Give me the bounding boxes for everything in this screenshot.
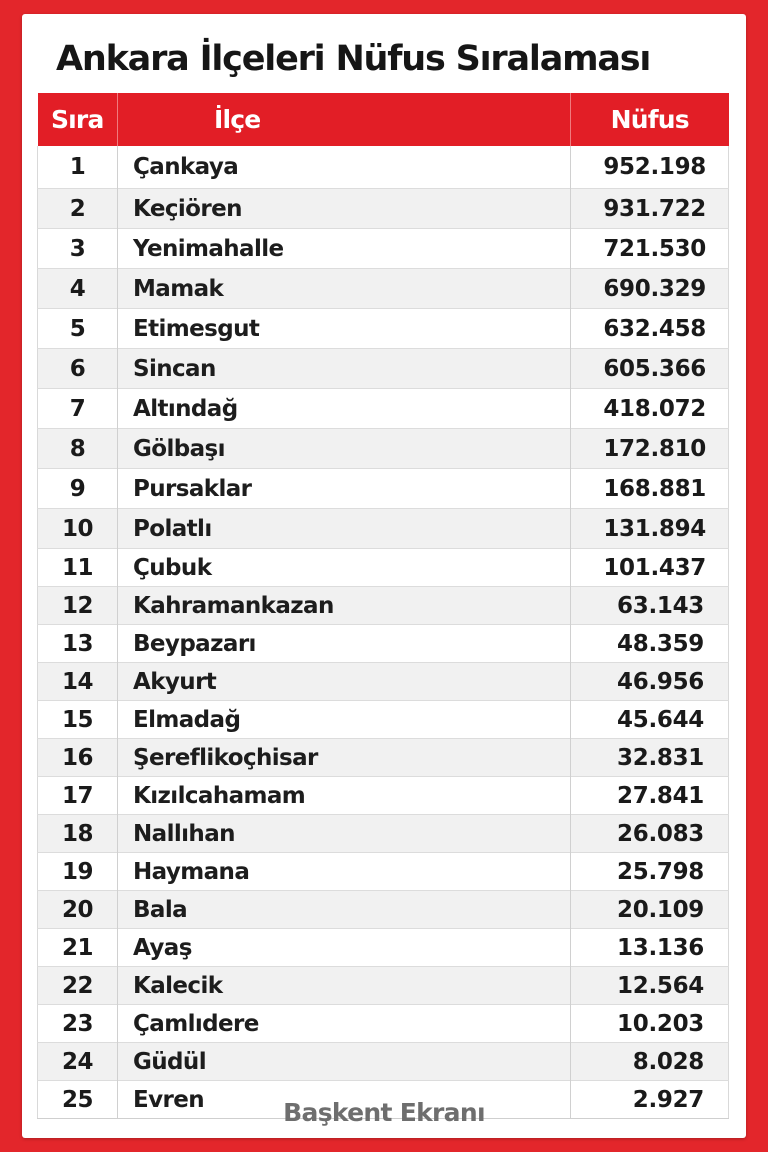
page-title: Ankara İlçeleri Nüfus Sıralaması xyxy=(56,39,651,79)
rank-cell: 8 xyxy=(38,429,118,469)
rank-cell: 4 xyxy=(38,269,118,309)
population-cell: 8.028 xyxy=(571,1043,729,1081)
district-cell: Sincan xyxy=(118,349,571,389)
column-header-district: İlçe xyxy=(118,93,571,146)
table-row xyxy=(38,967,729,1005)
footer-brand: Başkent Ekranı xyxy=(283,1098,485,1127)
rank-cell: 25 xyxy=(38,1081,118,1119)
rank-cell: 15 xyxy=(38,701,118,739)
table-row xyxy=(38,891,729,929)
rank-cell: 2 xyxy=(38,189,118,229)
table-row xyxy=(38,587,729,625)
population-cell: 605.366 xyxy=(571,349,729,389)
population-cell: 721.530 xyxy=(571,229,729,269)
district-cell: Kahramankazan xyxy=(118,587,571,625)
table-row xyxy=(38,469,729,509)
population-cell: 418.072 xyxy=(571,389,729,429)
column-header-population: Nüfus xyxy=(571,93,729,146)
population-cell: 131.894 xyxy=(571,509,729,549)
district-cell: Yenimahalle xyxy=(118,229,571,269)
table-row xyxy=(38,549,729,587)
rank-cell: 19 xyxy=(38,853,118,891)
table-row xyxy=(38,269,729,309)
population-cell: 25.798 xyxy=(571,853,729,891)
population-cell: 101.437 xyxy=(571,549,729,587)
table-row xyxy=(38,309,729,349)
district-cell: Güdül xyxy=(118,1043,571,1081)
table-row xyxy=(38,777,729,815)
table-header-row xyxy=(38,93,729,146)
district-cell: Kalecik xyxy=(118,967,571,1005)
table-row xyxy=(38,349,729,389)
district-cell: Ayaş xyxy=(118,929,571,967)
table-row xyxy=(38,853,729,891)
table-row xyxy=(38,1043,729,1081)
district-cell: Evren xyxy=(118,1081,571,1119)
population-cell: 63.143 xyxy=(571,587,729,625)
district-cell: Kızılcahamam xyxy=(118,777,571,815)
district-cell: Mamak xyxy=(118,269,571,309)
population-cell: 10.203 xyxy=(571,1005,729,1043)
table-row xyxy=(38,509,729,549)
rank-cell: 17 xyxy=(38,777,118,815)
population-cell: 32.831 xyxy=(571,739,729,777)
district-cell: Pursaklar xyxy=(118,469,571,509)
population-cell: 45.644 xyxy=(571,701,729,739)
population-cell: 931.722 xyxy=(571,189,729,229)
table-row xyxy=(38,929,729,967)
population-table xyxy=(37,93,729,1119)
population-cell: 13.136 xyxy=(571,929,729,967)
rank-cell: 1 xyxy=(38,146,118,189)
rank-cell: 7 xyxy=(38,389,118,429)
district-cell: Elmadağ xyxy=(118,701,571,739)
rank-cell: 11 xyxy=(38,549,118,587)
table-row xyxy=(38,429,729,469)
population-cell: 2.927 xyxy=(571,1081,729,1119)
table-row xyxy=(38,1005,729,1043)
population-cell: 20.109 xyxy=(571,891,729,929)
table-row xyxy=(38,739,729,777)
column-header-rank: Sıra xyxy=(38,93,118,146)
table-body xyxy=(38,146,729,1119)
district-cell: Nallıhan xyxy=(118,815,571,853)
district-cell: Çubuk xyxy=(118,549,571,587)
population-cell: 48.359 xyxy=(571,625,729,663)
rank-cell: 22 xyxy=(38,967,118,1005)
population-cell: 27.841 xyxy=(571,777,729,815)
district-cell: Bala xyxy=(118,891,571,929)
rank-cell: 12 xyxy=(38,587,118,625)
district-cell: Altındağ xyxy=(118,389,571,429)
rank-cell: 24 xyxy=(38,1043,118,1081)
rank-cell: 21 xyxy=(38,929,118,967)
population-cell: 12.564 xyxy=(571,967,729,1005)
rank-cell: 5 xyxy=(38,309,118,349)
district-cell: Çankaya xyxy=(118,146,571,189)
table-row xyxy=(38,663,729,701)
rank-cell: 14 xyxy=(38,663,118,701)
district-cell: Etimesgut xyxy=(118,309,571,349)
population-cell: 172.810 xyxy=(571,429,729,469)
district-cell: Keçiören xyxy=(118,189,571,229)
population-cell: 26.083 xyxy=(571,815,729,853)
table-row xyxy=(38,229,729,269)
rank-cell: 16 xyxy=(38,739,118,777)
table-row xyxy=(38,189,729,229)
table-row xyxy=(38,625,729,663)
population-cell: 690.329 xyxy=(571,269,729,309)
table-row xyxy=(38,146,729,189)
population-cell: 46.956 xyxy=(571,663,729,701)
table-row xyxy=(38,701,729,739)
district-cell: Şereflikoçhisar xyxy=(118,739,571,777)
rank-cell: 20 xyxy=(38,891,118,929)
population-cell: 632.458 xyxy=(571,309,729,349)
district-cell: Gölbaşı xyxy=(118,429,571,469)
district-cell: Polatlı xyxy=(118,509,571,549)
district-cell: Çamlıdere xyxy=(118,1005,571,1043)
district-cell: Beypazarı xyxy=(118,625,571,663)
population-cell: 952.198 xyxy=(603,154,706,180)
rank-cell: 18 xyxy=(38,815,118,853)
district-cell: Akyurt xyxy=(118,663,571,701)
rank-cell: 23 xyxy=(38,1005,118,1043)
rank-cell: 13 xyxy=(38,625,118,663)
table-row xyxy=(38,389,729,429)
rank-cell: 10 xyxy=(38,509,118,549)
rank-cell: 3 xyxy=(38,229,118,269)
table-header xyxy=(38,93,729,146)
rank-cell: 6 xyxy=(38,349,118,389)
district-cell: Haymana xyxy=(118,853,571,891)
rank-cell: 9 xyxy=(38,469,118,509)
table-row xyxy=(38,815,729,853)
population-cell: 168.881 xyxy=(571,469,729,509)
